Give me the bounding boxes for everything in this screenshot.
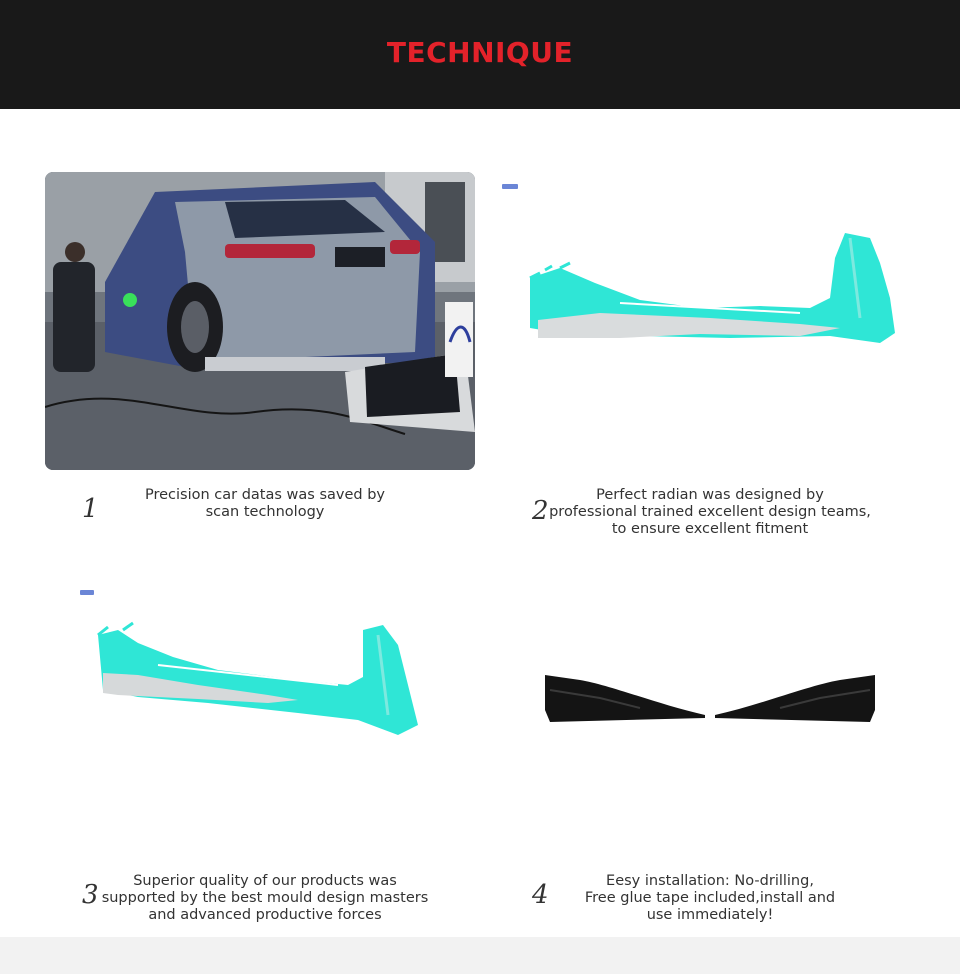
page-title: TECHNIQUE <box>386 36 574 69</box>
step-caption-2 <box>535 487 885 538</box>
caption-line: to ensure excellent fitment <box>611 521 809 537</box>
caption-line: scan technology <box>205 504 325 520</box>
caption-line: supported by the best mould design masters <box>101 890 429 906</box>
caption-line: Eesy installation: No-drilling, <box>606 873 814 889</box>
scan-label-tag <box>80 590 94 595</box>
black-winglets <box>540 670 880 730</box>
cyan-scan-model <box>500 178 920 368</box>
caption-line: professional trained excellent design teams, <box>549 504 871 520</box>
caption-line: Perfect radian was designed by <box>596 487 824 503</box>
header-bar <box>0 0 960 109</box>
caption-line: Free glue tape included,install and <box>584 890 836 906</box>
step-number-2: 2 <box>532 496 549 526</box>
side-skirt-scan-render-3 <box>78 585 438 745</box>
step-caption-1 <box>90 487 440 521</box>
step-number-1: 1 <box>82 494 99 524</box>
step-number-3: 3 <box>82 880 99 910</box>
side-skirt-scan-render-2 <box>500 178 920 368</box>
car-scan-illustration <box>45 172 475 470</box>
black-side-skirt-product <box>540 670 880 730</box>
footer-strip <box>0 937 960 974</box>
car-scanning-photo <box>45 172 475 470</box>
caption-line: use immediately! <box>646 907 774 923</box>
step-caption-4 <box>535 873 885 924</box>
scan-label-tag <box>502 184 518 189</box>
cyan-scan-model <box>78 585 438 745</box>
caption-line: and advanced productive forces <box>148 907 382 923</box>
step-number-4: 4 <box>532 880 549 910</box>
step-caption-3 <box>90 873 440 924</box>
caption-line: Precision car datas was saved by <box>144 487 385 503</box>
caption-line: Superior quality of our products was <box>133 873 397 889</box>
